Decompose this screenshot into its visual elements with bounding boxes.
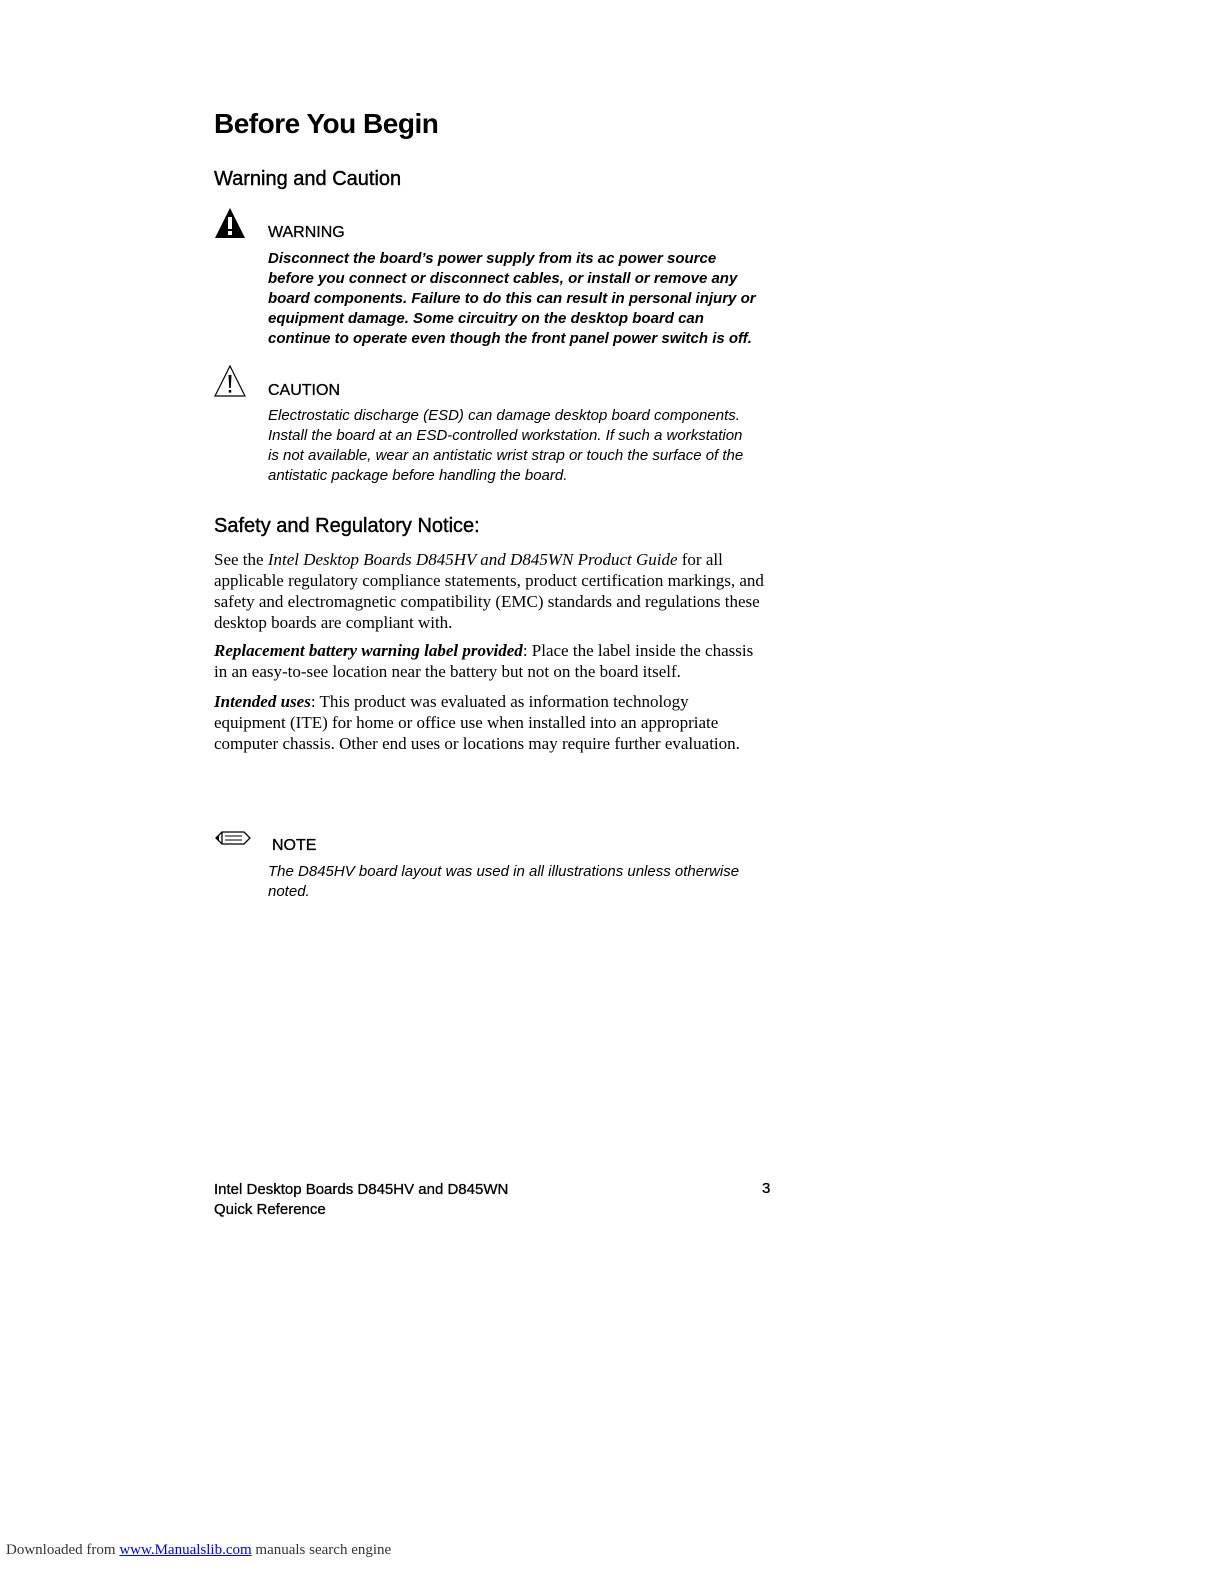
paragraph-text: See the [214, 550, 268, 569]
page-title: Before You Begin [214, 108, 439, 139]
note-label: NOTE [272, 837, 317, 854]
paragraph-line: desktop boards are compliant with. [214, 613, 453, 632]
download-source-line [6, 1542, 391, 1559]
warning-text [268, 249, 798, 349]
download-prefix: Downloaded from [6, 1542, 120, 1558]
paragraph-line: computer chassis. Other end uses or locations may require further evaluation. [214, 734, 740, 753]
caution-line: Install the board at an ESD-controlled workstation. If such a workstation [268, 427, 743, 444]
warning-triangle-filled-icon [214, 207, 246, 239]
caution-line: antistatic package before handling the board. [268, 467, 568, 484]
manualslib-link[interactable]: www.Manualslib.com [119, 1542, 252, 1558]
intended-uses-paragraph [214, 691, 794, 754]
warning-line: board components. Failure to do this can result in personal injury or [268, 290, 756, 307]
warning-line: continue to operate even though the front panel power switch is off. [268, 330, 752, 347]
warning-line: equipment damage. Some circuitry on the desktop board can [268, 310, 704, 327]
warning-label: WARNING [268, 224, 345, 241]
note-line: noted. [268, 883, 310, 900]
product-guide-title: Intel Desktop Boards D845HV and D845WN Product Guide [267, 550, 678, 569]
note-text [268, 862, 778, 902]
download-suffix: manuals search engine [251, 1542, 392, 1558]
footer-document-title [214, 1180, 508, 1220]
caution-label: CAUTION [268, 382, 340, 399]
page-number: 3 [762, 1180, 771, 1197]
intended-uses-lead: Intended uses [214, 692, 311, 711]
warning-line: Disconnect the board’s power supply from its ac power source [268, 250, 717, 267]
paragraph-line: equipment (ITE) for home or office use when installed into an appropriate [214, 713, 719, 732]
paragraph-text: for all [677, 550, 723, 569]
safety-paragraph [214, 549, 794, 633]
paragraph-text: : Place the label inside the chassis [522, 641, 754, 660]
warning-caution-heading: Warning and Caution [214, 168, 402, 190]
footer-title-line: Quick Reference [214, 1201, 326, 1218]
battery-label-paragraph [214, 640, 794, 682]
paragraph-line: in an easy-to-see location near the battery but not on the board itself. [214, 662, 681, 681]
battery-label-lead: Replacement battery warning label provided [214, 641, 523, 660]
caution-triangle-outline-icon [214, 364, 246, 398]
caution-line: Electrostatic discharge (ESD) can damage desktop board components. [268, 407, 740, 424]
footer-title-line: Intel Desktop Boards D845HV and D845WN [214, 1181, 509, 1198]
caution-line: is not available, wear an antistatic wrist strap or touch the surface of the [268, 447, 744, 464]
note-line: The D845HV board layout was used in all illustrations unless otherwise [268, 863, 740, 880]
pencil-note-icon [214, 828, 252, 848]
warning-line: before you connect or disconnect cables, or install or remove any [268, 270, 738, 287]
paragraph-line: safety and electromagnetic compatibility (EMC) standards and regulations these [214, 592, 760, 611]
caution-text [268, 406, 788, 486]
paragraph-line: applicable regulatory compliance statements, product certification markings, and [214, 571, 764, 590]
paragraph-text: : This product was evaluated as information technology [310, 692, 689, 711]
safety-heading: Safety and Regulatory Notice: [214, 515, 480, 537]
